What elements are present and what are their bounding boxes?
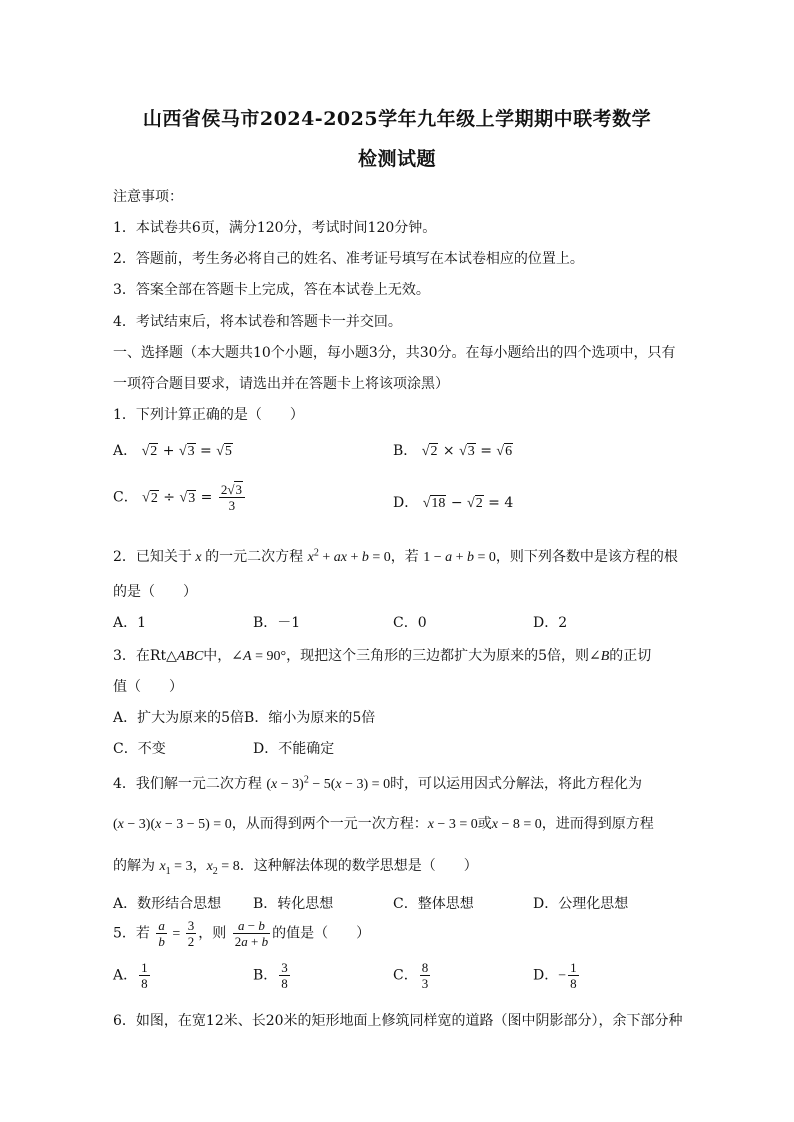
- q6-stem: 6．如图，在宽12米、长20米的矩形地面上修筑同样宽的道路（图中阴影部分），余下部分种: [113, 1013, 683, 1029]
- q4-stem-line3: 的解为 $x_1 = 3$，$x_2 = 8$．这种解法体现的数学思想是（ ）: [113, 858, 478, 877]
- q1-option-b: B． √2 × √3 = √6: [393, 443, 513, 459]
- note-item-3: 3．答案全部在答题卡上完成，答在本试卷上无效。: [113, 282, 430, 298]
- q5-stem: 5．若 $\frac{a}{b}$ = $\frac{3}{2}$ ，则 $\frac{a - b}{2a + b}$ 的值是（ ）: [113, 918, 371, 949]
- q3-stem-line1: 3．在Rt△ABC中，∠A = 90°，现把这个三角形的三边都扩大为原来的5倍，则∠B的正切: [113, 648, 652, 664]
- section1-heading-line1: 一、选择题（本大题共10个小题，每小题3分，共30分。在每小题给出的四个选项中，只有: [113, 345, 676, 361]
- q1-option-a: A． √2 + √3 = √5: [113, 443, 232, 459]
- q1-option-c: C． √2 ÷ √3 = $\frac{2√3}{3}$: [113, 482, 247, 513]
- notes-heading: 注意事项：: [113, 189, 183, 205]
- q4-option-d: D．公理化思想: [533, 896, 629, 912]
- q3-stem-line2: 值（ ）: [113, 679, 183, 695]
- q1-stem: 1．下列计算正确的是（ ）: [113, 407, 304, 423]
- q5-option-c: C． $\frac{8}{3}$: [393, 960, 429, 991]
- q2-option-d: D．2: [533, 615, 568, 631]
- q2-stem-line1: 2．已知关于 x 的一元二次方程 $x^2$ + ax + b = 0，若 1 − a + b = 0，则下列各数中是该方程的根: [113, 547, 678, 565]
- q3-option-c: C．不变: [113, 741, 166, 757]
- q4-option-a: A．数形结合思想: [113, 896, 222, 912]
- q4-stem-line2: (x − 3)(x − 3 − 5) = 0，从而得到两个一元一次方程：x − 3 = 0或x − 8 = 0，进而得到原方程: [113, 816, 654, 832]
- exam-title-line1: 山西省侯马市2024-2025学年九年级上学期期中联考数学: [142, 108, 652, 130]
- q4-option-b: B．转化思想: [253, 896, 334, 912]
- q3-option-d: D．不能确定: [253, 741, 335, 757]
- q5-option-a: A． $\frac{1}{8}$: [113, 960, 148, 991]
- exam-title-line2: 检测试题: [357, 148, 436, 170]
- note-item-4: 4．考试结束后，将本试卷和答题卡一并交回。: [113, 314, 402, 330]
- q2-stem-line2: 的是（ ）: [113, 584, 197, 600]
- q5-option-d: D．− $\frac{1}{8}$: [533, 960, 577, 991]
- q2-option-c: C．0: [393, 615, 427, 631]
- q1-option-d: D． √18 − √2 = 4: [393, 495, 514, 511]
- q2-option-b: B．－1: [253, 615, 301, 631]
- note-item-1: 1．本试卷共6页，满分120分，考试时间120分钟。: [113, 220, 437, 236]
- q4-option-c: C．整体思想: [393, 896, 474, 912]
- section1-heading-line2: 一项符合题目要求，请选出并在答题卡上将该项涂黑）: [113, 376, 449, 392]
- q4-stem-line1: 4．我们解一元二次方程 $(x - 3)^2 - 5(x - 3) = 0$时，可以运用因式分解法，将此方程化为: [113, 774, 643, 792]
- q2-option-a: A．1: [113, 615, 147, 631]
- note-item-2: 2．答题前，考生务必将自己的姓名、准考证号填写在本试卷相应的位置上。: [113, 251, 584, 267]
- q5-option-b: B． $\frac{3}{8}$: [253, 960, 288, 991]
- q3-option-ab: A．扩大为原来的5倍B．缩小为原来的5倍: [113, 710, 376, 726]
